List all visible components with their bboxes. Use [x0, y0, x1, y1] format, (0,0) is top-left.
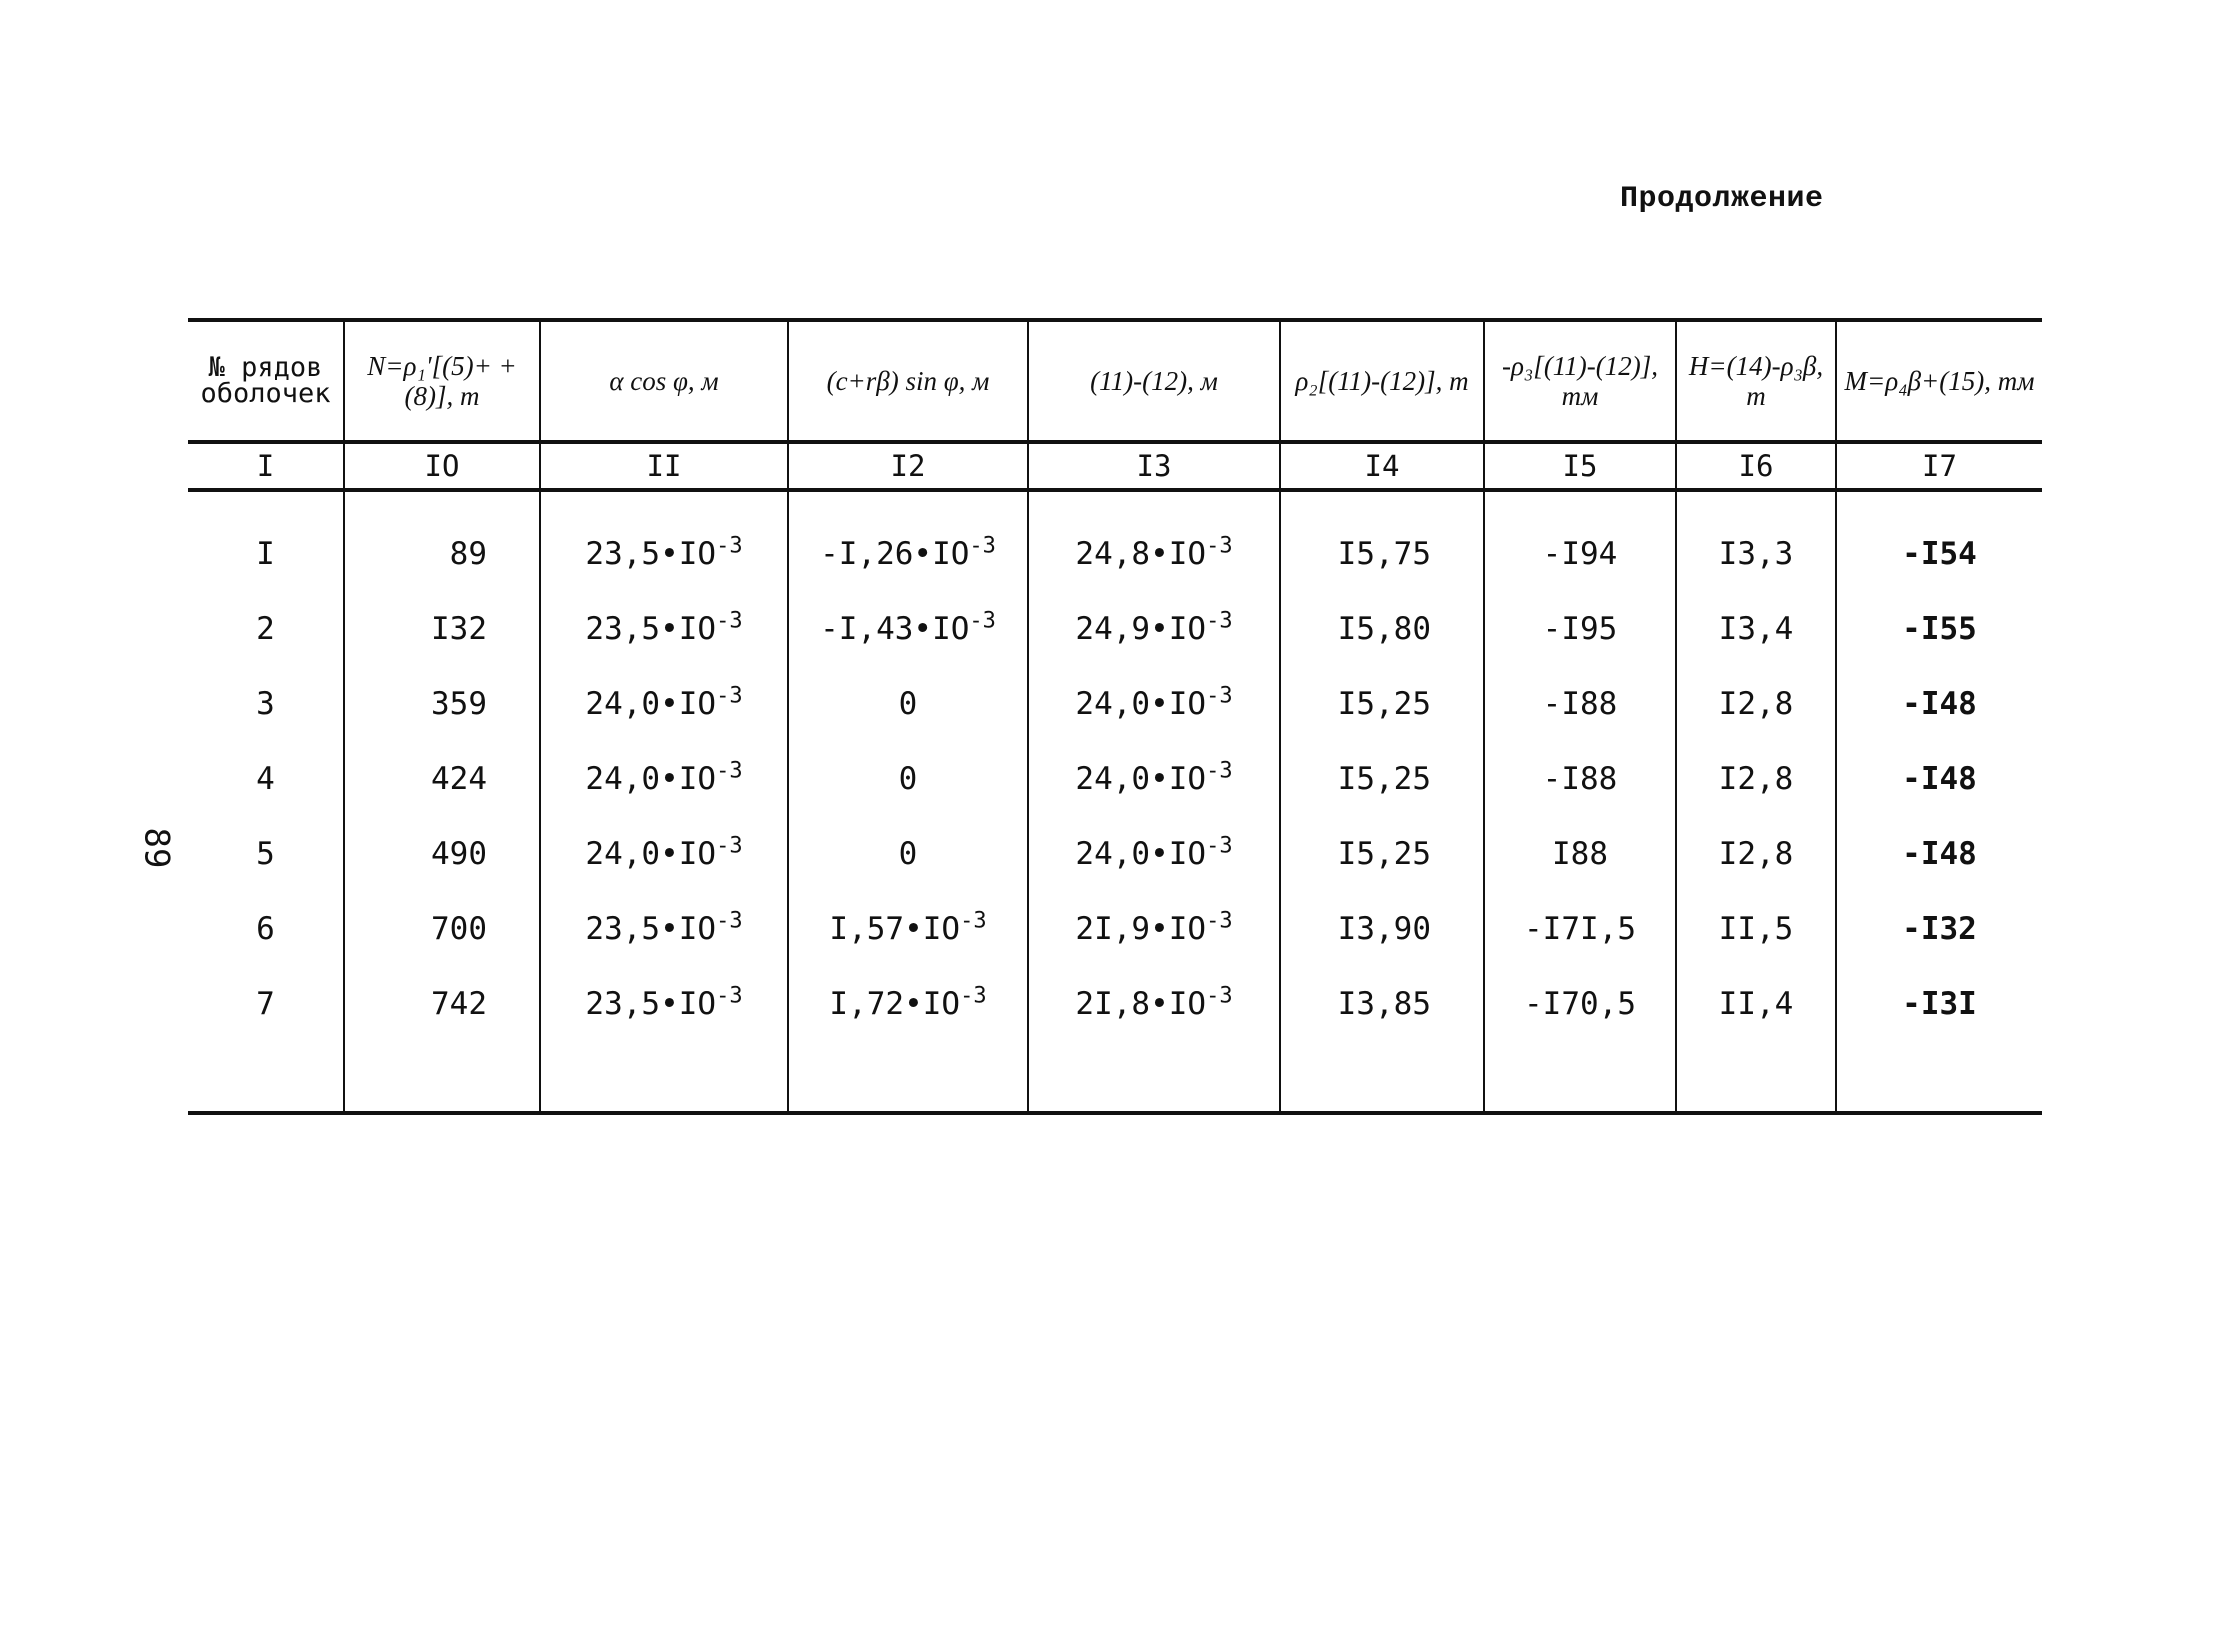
table-cell: [1280, 966, 1484, 1113]
cell-value: -I70,5: [1524, 985, 1636, 1022]
header-row: [188, 320, 2042, 442]
cell-value: I5,25: [1337, 835, 1431, 872]
cell-value: 24,9•IO: [1075, 610, 1207, 647]
table-cell: [1484, 490, 1676, 591]
table-cell: [1280, 741, 1484, 816]
table-cell: [788, 591, 1028, 666]
table-cell: [540, 666, 788, 741]
column-header: α cos φ, м: [540, 320, 788, 442]
table-cell: [344, 490, 540, 591]
cell-exponent: -3: [716, 758, 743, 784]
table-cell: [1484, 816, 1676, 891]
table-cell: [188, 741, 344, 816]
cell-value: -I95: [1542, 610, 1618, 647]
cell-value: I,57•IO: [829, 910, 961, 947]
table-cell: [1676, 591, 1836, 666]
table-cell: [1028, 666, 1280, 741]
table-cell: [344, 816, 540, 891]
cell-value: 24,0•IO: [1075, 685, 1207, 722]
table-cell: [1280, 591, 1484, 666]
table-cell: [1676, 891, 1836, 966]
cell-value: II,4: [1718, 985, 1794, 1022]
cell-exponent: -3: [1206, 833, 1233, 859]
column-header: N=ρ₁'[(5)+ +(8)], т: [344, 320, 540, 442]
cell-value: -I48: [1902, 685, 1977, 722]
table-cell: [1836, 741, 2042, 816]
cell-value: I5,25: [1337, 685, 1431, 722]
cell-exponent: -3: [960, 908, 987, 934]
cell-value: 24,0•IO: [585, 685, 717, 722]
column-number: I4: [1280, 442, 1484, 490]
table-row: [188, 666, 2042, 741]
table-cell: [788, 490, 1028, 591]
cell-exponent: -3: [1206, 533, 1233, 559]
table-cell: [1836, 490, 2042, 591]
cell-value: 359: [431, 685, 487, 722]
table-cell: [788, 741, 1028, 816]
table-cell: [1028, 490, 1280, 591]
table-cell: [1280, 490, 1484, 591]
cell-value: 7: [256, 985, 275, 1022]
cell-value: I2,8: [1718, 685, 1794, 722]
cell-exponent: -3: [716, 683, 743, 709]
table-cell: [344, 891, 540, 966]
column-header: H=(14)-ρ₃β, т: [1676, 320, 1836, 442]
page-number: 89: [136, 827, 177, 869]
cell-exponent: -3: [969, 608, 996, 634]
cell-value: I3,3: [1718, 535, 1794, 572]
column-header: № рядов оболочек: [188, 320, 344, 442]
cell-value: 742: [431, 985, 487, 1022]
table-row: [188, 891, 2042, 966]
cell-value: 490: [431, 835, 487, 872]
cell-value: 4: [256, 760, 275, 797]
cell-value: -I88: [1542, 685, 1618, 722]
table-row: [188, 966, 2042, 1113]
column-header: (c+rβ) sin φ, м: [788, 320, 1028, 442]
cell-value: I88: [1552, 835, 1608, 872]
cell-value: 23,5•IO: [585, 910, 717, 947]
table-body: [188, 490, 2042, 1113]
table-cell: [188, 591, 344, 666]
column-header: (11)-(12), м: [1028, 320, 1280, 442]
column-number: IO: [344, 442, 540, 490]
table-cell: [540, 816, 788, 891]
cell-value: -I94: [1542, 535, 1618, 572]
column-number: I7: [1836, 442, 2042, 490]
cell-exponent: -3: [716, 533, 743, 559]
table-cell: [1484, 666, 1676, 741]
table-cell: [1836, 666, 2042, 741]
cell-value: 2I,8•IO: [1075, 985, 1207, 1022]
cell-value: 23,5•IO: [585, 985, 717, 1022]
table-cell: [1676, 816, 1836, 891]
table-cell: [788, 966, 1028, 1113]
cell-value: -I55: [1902, 610, 1977, 647]
column-header: ρ₂[(11)-(12)], т: [1280, 320, 1484, 442]
cell-exponent: -3: [716, 983, 743, 1009]
table-cell: [540, 891, 788, 966]
cell-exponent: -3: [1206, 983, 1233, 1009]
cell-exponent: -3: [1206, 758, 1233, 784]
table-cell: [540, 490, 788, 591]
cell-value: I2,8: [1718, 760, 1794, 797]
cell-value: 3: [256, 685, 275, 722]
table-cell: [1280, 816, 1484, 891]
column-header: M=ρ₄β+(15), тм: [1836, 320, 2042, 442]
cell-value: 5: [256, 835, 275, 872]
table-cell: [1484, 741, 1676, 816]
cell-value: -I7I,5: [1524, 910, 1636, 947]
cell-value: 0: [898, 685, 918, 722]
table-cell: [1280, 891, 1484, 966]
table-cell: [1836, 816, 2042, 891]
table-cell: [1676, 666, 1836, 741]
table-cell: [188, 490, 344, 591]
cell-value: 23,5•IO: [585, 535, 717, 572]
table-cell: [188, 891, 344, 966]
table-cell: [540, 591, 788, 666]
cell-exponent: -3: [1206, 683, 1233, 709]
table-row: [188, 591, 2042, 666]
data-table-container: [188, 318, 2042, 1115]
cell-value: -I48: [1902, 760, 1977, 797]
cell-value: 24,0•IO: [1075, 835, 1207, 872]
cell-value: 24,0•IO: [1075, 760, 1207, 797]
cell-value: I5,25: [1337, 760, 1431, 797]
cell-exponent: -3: [960, 983, 987, 1009]
cell-exponent: -3: [1206, 908, 1233, 934]
column-number-row: [188, 442, 2042, 490]
table-cell: [788, 891, 1028, 966]
cell-exponent: -3: [969, 533, 996, 559]
cell-value: -I48: [1902, 835, 1977, 872]
cell-exponent: -3: [716, 908, 743, 934]
cell-value: 0: [898, 835, 918, 872]
cell-value: 24,0•IO: [585, 760, 717, 797]
cell-value: I,72•IO: [829, 985, 961, 1022]
table-cell: [1028, 591, 1280, 666]
cell-value: -I,43•IO: [820, 610, 970, 647]
table-cell: [188, 966, 344, 1113]
table-cell: [1836, 891, 2042, 966]
cell-value: I5,80: [1337, 610, 1431, 647]
table-cell: [1028, 891, 1280, 966]
table-cell: [344, 591, 540, 666]
cell-value: -I32: [1902, 910, 1977, 947]
cell-value: I: [256, 535, 275, 572]
cell-value: I3,90: [1337, 910, 1431, 947]
table-cell: [540, 741, 788, 816]
continuation-label: Продолжение: [1620, 182, 1824, 216]
table-cell: [1836, 966, 2042, 1113]
column-number: I6: [1676, 442, 1836, 490]
column-number: I2: [788, 442, 1028, 490]
cell-value: I2,8: [1718, 835, 1794, 872]
cell-value: -I,26•IO: [820, 535, 970, 572]
table-cell: [788, 816, 1028, 891]
cell-value: I32: [431, 610, 487, 647]
table-cell: [1028, 966, 1280, 1113]
cell-exponent: -3: [716, 608, 743, 634]
cell-value: I3,85: [1337, 985, 1431, 1022]
table-row: [188, 816, 2042, 891]
cell-value: 24,0•IO: [585, 835, 717, 872]
table-cell: [1484, 591, 1676, 666]
table-cell: [1676, 490, 1836, 591]
table-cell: [540, 966, 788, 1113]
table-cell: [188, 816, 344, 891]
table-row: [188, 741, 2042, 816]
table-cell: [344, 741, 540, 816]
table-cell: [1676, 966, 1836, 1113]
table-cell: [1676, 741, 1836, 816]
cell-exponent: -3: [1206, 608, 1233, 634]
cell-value: 89: [449, 535, 487, 572]
cell-value: -I88: [1542, 760, 1618, 797]
cell-value: -I54: [1902, 535, 1977, 572]
data-table: [188, 318, 2042, 1115]
table-cell: [1028, 816, 1280, 891]
column-number: I: [188, 442, 344, 490]
cell-value: 2: [256, 610, 275, 647]
cell-value: 2I,9•IO: [1075, 910, 1207, 947]
table-cell: [188, 666, 344, 741]
table-cell: [1280, 666, 1484, 741]
table-cell: [1484, 891, 1676, 966]
cell-value: 6: [256, 910, 275, 947]
cell-value: I3,4: [1718, 610, 1794, 647]
cell-value: II,5: [1718, 910, 1794, 947]
table-cell: [344, 966, 540, 1113]
column-header: -ρ₃[(11)-(12)], тм: [1484, 320, 1676, 442]
column-number: I3: [1028, 442, 1280, 490]
table-cell: [344, 666, 540, 741]
cell-value: 23,5•IO: [585, 610, 717, 647]
column-number: I5: [1484, 442, 1676, 490]
table-row: [188, 490, 2042, 591]
cell-exponent: -3: [716, 833, 743, 859]
table-cell: [788, 666, 1028, 741]
cell-value: 24,8•IO: [1075, 535, 1207, 572]
table-cell: [1028, 741, 1280, 816]
cell-value: I5,75: [1337, 535, 1431, 572]
cell-value: 424: [431, 760, 487, 797]
cell-value: 0: [898, 760, 918, 797]
column-number: II: [540, 442, 788, 490]
cell-value: -I3I: [1902, 985, 1977, 1022]
table-cell: [1484, 966, 1676, 1113]
cell-value: 700: [431, 910, 487, 947]
table-cell: [1836, 591, 2042, 666]
